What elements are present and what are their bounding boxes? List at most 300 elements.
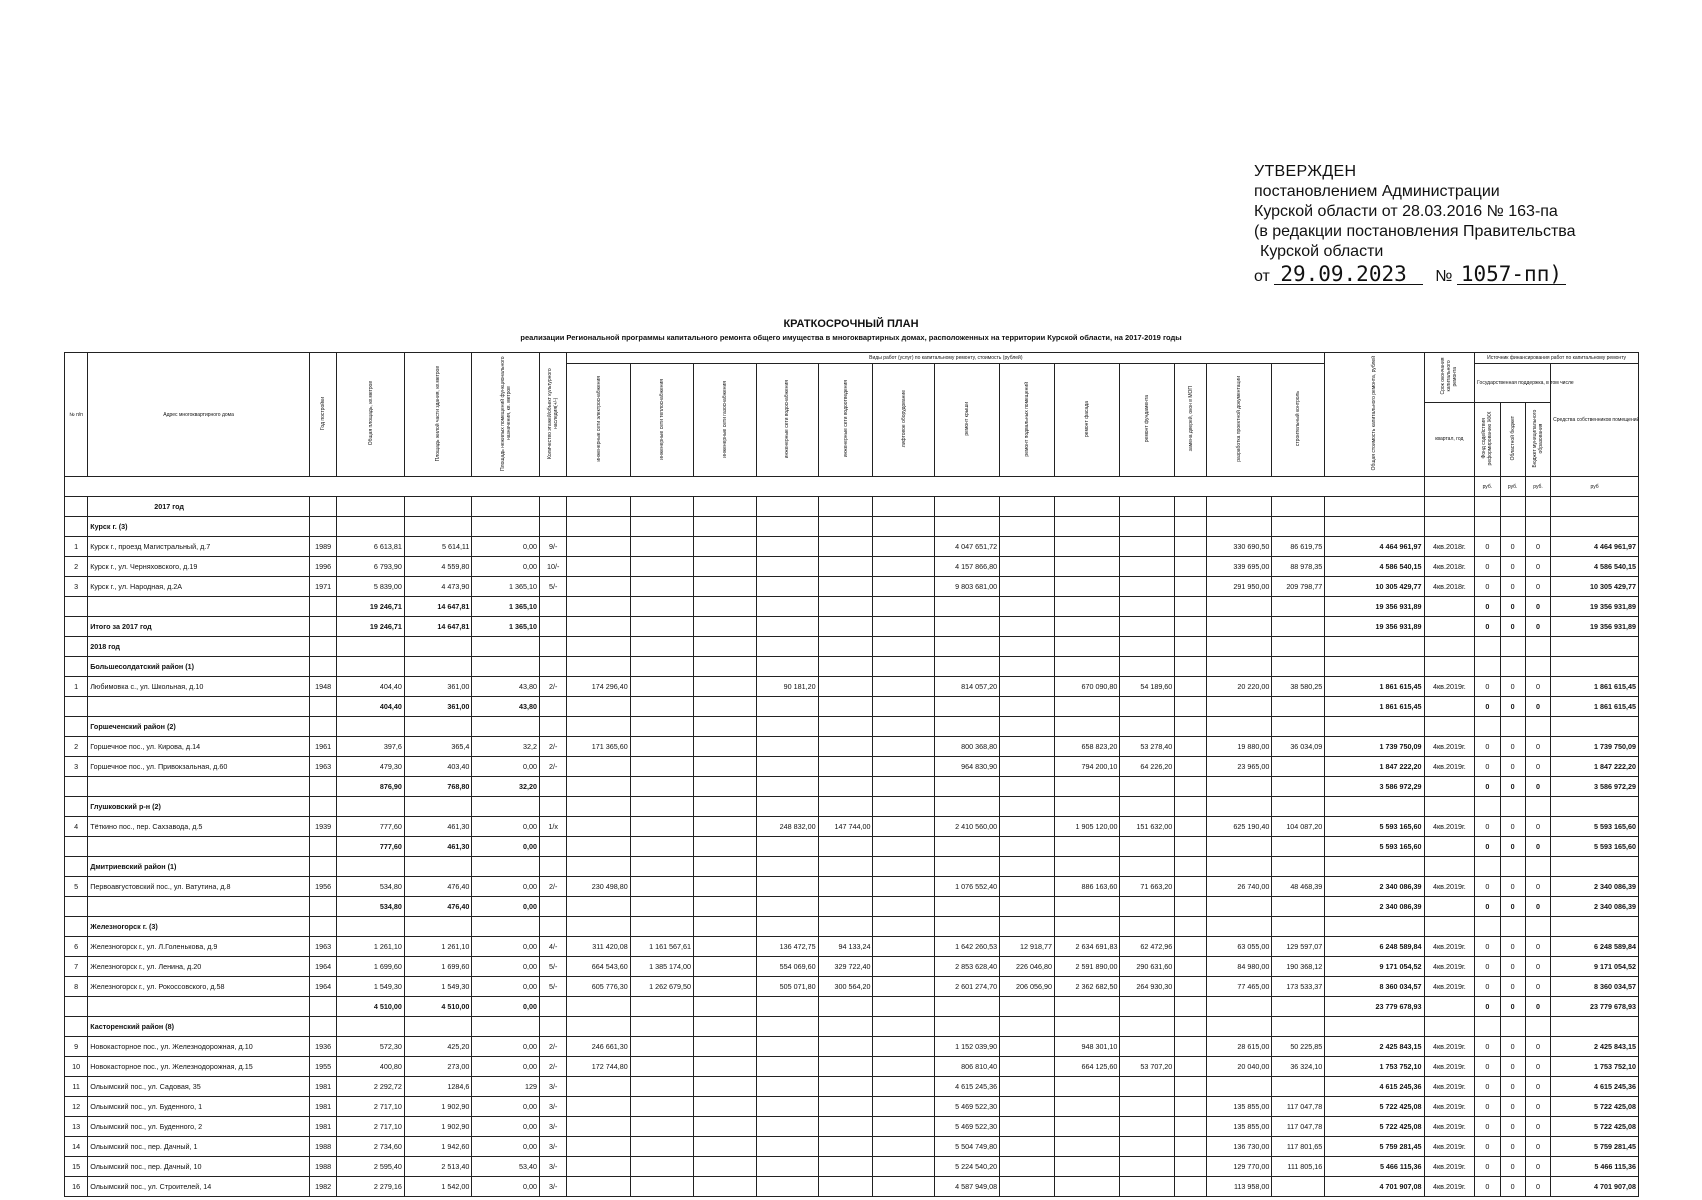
cell-a1: 2 717,10 — [337, 1097, 405, 1117]
cell-addr: Ольымский пос., пер. Дачный, 1 — [88, 1137, 310, 1157]
cell-s1: 0 — [1475, 1157, 1500, 1177]
cell-w7 — [934, 497, 999, 517]
cell-w1 — [567, 897, 630, 917]
cell-w2 — [630, 1177, 693, 1197]
cell-addr — [88, 697, 310, 717]
cell-w13: 86 619,75 — [1272, 537, 1325, 557]
cell-w13 — [1272, 617, 1325, 637]
cell-s1: 0 — [1475, 937, 1500, 957]
cell-s4: 23 779 678,93 — [1551, 997, 1639, 1017]
cell-w2 — [630, 1097, 693, 1117]
cell-s2 — [1500, 637, 1525, 657]
cell-a2: 1 942,60 — [404, 1137, 472, 1157]
cell-w7 — [934, 1017, 999, 1037]
cell-n — [65, 797, 88, 817]
cell-a1: 534,80 — [337, 877, 405, 897]
cell-s4: 8 360 034,57 — [1551, 977, 1639, 997]
cell-w4 — [757, 1117, 818, 1137]
cell-w6 — [873, 837, 934, 857]
cell-addr: Новокасторное пос., ул. Железнодорожная, д.10 — [88, 1037, 310, 1057]
cell-w6 — [873, 1177, 934, 1197]
cell-w3 — [694, 1177, 757, 1197]
th-total-area: Общая площадь, кв.метров — [337, 353, 405, 477]
cell-a2: 1 902,90 — [404, 1097, 472, 1117]
cell-w10 — [1120, 637, 1175, 657]
cell-w6 — [873, 877, 934, 897]
cell-a1: 2 279,16 — [337, 1177, 405, 1197]
approval-line-5: Курской области — [1260, 243, 1384, 260]
cell-s4: 4 701 907,08 — [1551, 1177, 1639, 1197]
table-row — [65, 557, 1639, 577]
cell-w4 — [757, 1137, 818, 1157]
cell-w9 — [1055, 1157, 1120, 1177]
cell-w1 — [567, 1157, 630, 1177]
cell-w4 — [757, 877, 818, 897]
cell-w13 — [1272, 597, 1325, 617]
cell-n: 8 — [65, 977, 88, 997]
table-row — [65, 897, 1639, 917]
cell-a2: 365,4 — [404, 737, 472, 757]
cell-w4 — [757, 857, 818, 877]
cell-w6 — [873, 1137, 934, 1157]
cell-w3 — [694, 617, 757, 637]
cell-total: 5 593 165,60 — [1325, 837, 1424, 857]
cell-a1: 2 595,40 — [337, 1157, 405, 1177]
cell-dl — [1424, 497, 1475, 517]
cell-w4 — [757, 1157, 818, 1177]
cell-n: 3 — [65, 577, 88, 597]
cell-w13 — [1272, 497, 1325, 517]
cell-s4: 4 615 245,36 — [1551, 1077, 1639, 1097]
cell-s2: 0 — [1500, 617, 1525, 637]
cell-a3: 0,00 — [472, 997, 540, 1017]
cell-w4 — [757, 1077, 818, 1097]
cell-w13 — [1272, 797, 1325, 817]
approval-stamp — [1254, 162, 1654, 287]
cell-a1: 2 717,10 — [337, 1117, 405, 1137]
cell-w11 — [1175, 697, 1207, 717]
cell-w2 — [630, 717, 693, 737]
cell-s4: 10 305 429,77 — [1551, 577, 1639, 597]
cell-a3: 32,2 — [472, 737, 540, 757]
table-row — [65, 977, 1639, 997]
cell-w12: 23 965,00 — [1206, 757, 1271, 777]
cell-s3: 0 — [1525, 837, 1550, 857]
cell-w10 — [1120, 1117, 1175, 1137]
cell-s2: 0 — [1500, 817, 1525, 837]
cell-w11 — [1175, 937, 1207, 957]
cell-s4: 1 861 615,45 — [1551, 697, 1639, 717]
cell-w5 — [818, 917, 873, 937]
cell-a2: 461,30 — [404, 837, 472, 857]
cell-a1 — [337, 797, 405, 817]
th-s2: Областной бюджет — [1500, 402, 1525, 476]
cell-yr — [309, 597, 336, 617]
cell-n: 14 — [65, 1137, 88, 1157]
cell-a2: 461,30 — [404, 817, 472, 837]
cell-w9 — [1055, 1097, 1120, 1117]
cell-dl: 4кв.2019г. — [1424, 757, 1475, 777]
cell-w2 — [630, 877, 693, 897]
cell-s3: 0 — [1525, 997, 1550, 1017]
cell-w4 — [757, 797, 818, 817]
cell-w2 — [630, 997, 693, 1017]
cell-n: 1 — [65, 537, 88, 557]
table-row — [65, 817, 1639, 837]
cell-addr: Тёткино пос., пер. Сахзавода, д.5 — [88, 817, 310, 837]
cell-w13 — [1272, 1177, 1325, 1197]
cell-w9: 886 163,60 — [1055, 877, 1120, 897]
cell-w1 — [567, 997, 630, 1017]
cell-w10 — [1120, 537, 1175, 557]
cell-s4 — [1551, 717, 1639, 737]
cell-w12 — [1206, 497, 1271, 517]
cell-w3 — [694, 557, 757, 577]
cell-a2: 1 261,10 — [404, 937, 472, 957]
cell-w2 — [630, 577, 693, 597]
cell-w13: 111 805,16 — [1272, 1157, 1325, 1177]
cell-total — [1325, 797, 1424, 817]
cell-dl — [1424, 777, 1475, 797]
cell-w11 — [1175, 537, 1207, 557]
cell-total: 5 466 115,36 — [1325, 1157, 1424, 1177]
cell-yr: 1961 — [309, 737, 336, 757]
cell-yr: 1956 — [309, 877, 336, 897]
cell-w4 — [757, 617, 818, 637]
th-w10: ремонт фундамента — [1120, 364, 1175, 477]
table-row — [65, 1137, 1639, 1157]
th-living-area: Площадь жилой части здания, кв.метров — [404, 353, 472, 477]
cell-a1: 4 510,00 — [337, 997, 405, 1017]
cell-a3 — [472, 797, 540, 817]
cell-w9: 658 823,20 — [1055, 737, 1120, 757]
cell-w2 — [630, 517, 693, 537]
cell-fl — [539, 777, 566, 797]
cell-fl — [539, 717, 566, 737]
plan-table — [64, 352, 1639, 1197]
cell-s3: 0 — [1525, 557, 1550, 577]
cell-w12: 135 855,00 — [1206, 1117, 1271, 1137]
approval-number-line — [1254, 264, 1654, 287]
cell-s4 — [1551, 917, 1639, 937]
cell-w8 — [1000, 1117, 1055, 1137]
cell-w2 — [630, 1057, 693, 1077]
cell-a2: 1 699,60 — [404, 957, 472, 977]
cell-total: 6 248 589,84 — [1325, 937, 1424, 957]
cell-s3: 0 — [1525, 1057, 1550, 1077]
cell-w11 — [1175, 637, 1207, 657]
cell-w13 — [1272, 717, 1325, 737]
cell-dl — [1424, 617, 1475, 637]
cell-n: 7 — [65, 957, 88, 977]
cell-total: 5 759 281,45 — [1325, 1137, 1424, 1157]
cell-w8 — [1000, 1017, 1055, 1037]
cell-w10 — [1120, 597, 1175, 617]
cell-w11 — [1175, 917, 1207, 937]
cell-a1 — [337, 637, 405, 657]
cell-w7: 9 803 681,00 — [934, 577, 999, 597]
cell-w3 — [694, 637, 757, 657]
cell-a3 — [472, 497, 540, 517]
table-row — [65, 757, 1639, 777]
cell-a1: 404,40 — [337, 677, 405, 697]
cell-s1 — [1475, 797, 1500, 817]
cell-a1: 1 261,10 — [337, 937, 405, 957]
cell-w7 — [934, 917, 999, 937]
cell-w13 — [1272, 657, 1325, 677]
cell-fl — [539, 857, 566, 877]
cell-s3: 0 — [1525, 677, 1550, 697]
cell-w9 — [1055, 537, 1120, 557]
cell-w3 — [694, 1037, 757, 1057]
cell-w10 — [1120, 777, 1175, 797]
cell-addr — [88, 777, 310, 797]
cell-w13: 129 597,07 — [1272, 937, 1325, 957]
cell-addr: Ольымский пос., ул. Буденного, 2 — [88, 1117, 310, 1137]
cell-w11 — [1175, 1017, 1207, 1037]
cell-w6 — [873, 557, 934, 577]
th-w9: ремонт фасада — [1055, 364, 1120, 477]
cell-w3 — [694, 857, 757, 877]
cell-w1 — [567, 777, 630, 797]
cell-w2: 1 385 174,00 — [630, 957, 693, 977]
cell-w11 — [1175, 777, 1207, 797]
cell-n: 3 — [65, 757, 88, 777]
cell-w1 — [567, 757, 630, 777]
cell-w6 — [873, 1077, 934, 1097]
cell-n: 12 — [65, 1097, 88, 1117]
cell-w5 — [818, 777, 873, 797]
cell-w12 — [1206, 697, 1271, 717]
cell-s1: 0 — [1475, 877, 1500, 897]
cell-s1 — [1475, 497, 1500, 517]
cell-w12: 26 740,00 — [1206, 877, 1271, 897]
cell-a2: 14 647,81 — [404, 617, 472, 637]
cell-w3 — [694, 757, 757, 777]
cell-w11 — [1175, 877, 1207, 897]
th-unit-s3: руб. — [1525, 477, 1550, 497]
cell-w3 — [694, 1077, 757, 1097]
cell-w4 — [757, 1037, 818, 1057]
cell-s4: 5 593 165,60 — [1551, 837, 1639, 857]
cell-w8 — [1000, 1177, 1055, 1197]
cell-w5 — [818, 1097, 873, 1117]
cell-w13 — [1272, 897, 1325, 917]
cell-w5 — [818, 697, 873, 717]
cell-w1 — [567, 697, 630, 717]
table-row — [65, 857, 1639, 877]
cell-w9: 664 125,60 — [1055, 1057, 1120, 1077]
cell-s3 — [1525, 517, 1550, 537]
cell-w6 — [873, 617, 934, 637]
cell-s3: 0 — [1525, 757, 1550, 777]
cell-s1 — [1475, 657, 1500, 677]
cell-a1: 876,90 — [337, 777, 405, 797]
cell-w3 — [694, 937, 757, 957]
cell-yr — [309, 657, 336, 677]
table-row — [65, 497, 1639, 517]
cell-s2: 0 — [1500, 977, 1525, 997]
cell-w10 — [1120, 917, 1175, 937]
cell-s4 — [1551, 657, 1639, 677]
cell-w1: 311 420,08 — [567, 937, 630, 957]
cell-total: 1 753 752,10 — [1325, 1057, 1424, 1077]
cell-fl — [539, 897, 566, 917]
th-works-group: Виды работ (услуг) по капитальному ремонту, стоимость (рублей) — [567, 353, 1325, 364]
cell-w8 — [1000, 697, 1055, 717]
cell-w10 — [1120, 837, 1175, 857]
cell-w7: 1 152 039,90 — [934, 1037, 999, 1057]
cell-w12 — [1206, 657, 1271, 677]
cell-w7: 5 469 522,30 — [934, 1117, 999, 1137]
cell-w8 — [1000, 737, 1055, 757]
cell-s3: 0 — [1525, 1137, 1550, 1157]
cell-w1 — [567, 597, 630, 617]
table-row — [65, 537, 1639, 557]
cell-w11 — [1175, 797, 1207, 817]
cell-w10: 53 278,40 — [1120, 737, 1175, 757]
cell-w9 — [1055, 857, 1120, 877]
cell-addr: Глушковский р-н (2) — [88, 797, 310, 817]
cell-fl: 2/- — [539, 1037, 566, 1057]
cell-n: 11 — [65, 1077, 88, 1097]
cell-a2: 1284,6 — [404, 1077, 472, 1097]
cell-w6 — [873, 817, 934, 837]
cell-w5 — [818, 857, 873, 877]
cell-w5 — [818, 517, 873, 537]
cell-w2 — [630, 537, 693, 557]
th-total-cost: Общая стоимость капитального ремонта, рублей — [1325, 353, 1424, 477]
cell-a3: 0,00 — [472, 1097, 540, 1117]
cell-w2 — [630, 1077, 693, 1097]
cell-w9: 2 362 682,50 — [1055, 977, 1120, 997]
cell-w13: 190 368,12 — [1272, 957, 1325, 977]
cell-w5 — [818, 1017, 873, 1037]
cell-fl: 1/x — [539, 817, 566, 837]
cell-s4 — [1551, 1017, 1639, 1037]
cell-a1: 1 549,30 — [337, 977, 405, 997]
cell-w12: 84 980,00 — [1206, 957, 1271, 977]
cell-s2: 0 — [1500, 957, 1525, 977]
cell-w12 — [1206, 517, 1271, 537]
cell-fl: 10/- — [539, 557, 566, 577]
cell-w2 — [630, 1017, 693, 1037]
th-units-deadline — [1424, 477, 1475, 497]
cell-n — [65, 497, 88, 517]
cell-w13 — [1272, 637, 1325, 657]
cell-addr: Любимовка с., ул. Школьная, д.10 — [88, 677, 310, 697]
cell-a1: 5 839,00 — [337, 577, 405, 597]
cell-n — [65, 617, 88, 637]
cell-total: 4 586 540,15 — [1325, 557, 1424, 577]
cell-w11 — [1175, 857, 1207, 877]
cell-total — [1325, 1017, 1424, 1037]
cell-total: 3 586 972,29 — [1325, 777, 1424, 797]
table-row — [65, 1017, 1639, 1037]
cell-a3: 0,00 — [472, 837, 540, 857]
cell-a2: 273,00 — [404, 1057, 472, 1077]
cell-s2: 0 — [1500, 897, 1525, 917]
cell-a1: 404,40 — [337, 697, 405, 717]
cell-w11 — [1175, 557, 1207, 577]
cell-w6 — [873, 517, 934, 537]
cell-s1: 0 — [1475, 1117, 1500, 1137]
cell-a3: 32,20 — [472, 777, 540, 797]
cell-w6 — [873, 957, 934, 977]
cell-w7: 800 368,80 — [934, 737, 999, 757]
cell-a2 — [404, 657, 472, 677]
cell-w12 — [1206, 917, 1271, 937]
cell-s3: 0 — [1525, 597, 1550, 617]
cell-dl — [1424, 637, 1475, 657]
cell-w8 — [1000, 1037, 1055, 1057]
cell-a1: 400,80 — [337, 1057, 405, 1077]
cell-w2 — [630, 817, 693, 837]
cell-s3: 0 — [1525, 877, 1550, 897]
cell-w8 — [1000, 677, 1055, 697]
cell-a2: 4 559,80 — [404, 557, 472, 577]
cell-w7: 2 853 628,40 — [934, 957, 999, 977]
cell-w8 — [1000, 817, 1055, 837]
cell-total: 2 340 086,39 — [1325, 877, 1424, 897]
cell-addr: 2017 год — [88, 497, 310, 517]
cell-w7: 4 615 245,36 — [934, 1077, 999, 1097]
cell-s1: 0 — [1475, 577, 1500, 597]
cell-dl — [1424, 597, 1475, 617]
cell-w5 — [818, 537, 873, 557]
cell-w8 — [1000, 777, 1055, 797]
cell-w6 — [873, 637, 934, 657]
cell-w8 — [1000, 877, 1055, 897]
table-row — [65, 777, 1639, 797]
cell-w9: 948 301,10 — [1055, 1037, 1120, 1057]
cell-w8 — [1000, 997, 1055, 1017]
table-row — [65, 577, 1639, 597]
cell-a1: 1 699,60 — [337, 957, 405, 977]
table-row — [65, 797, 1639, 817]
cell-w7: 2 410 560,00 — [934, 817, 999, 837]
cell-w12 — [1206, 777, 1271, 797]
cell-w5 — [818, 677, 873, 697]
cell-n — [65, 517, 88, 537]
cell-fl: 2/- — [539, 737, 566, 757]
cell-a3: 129 — [472, 1077, 540, 1097]
cell-dl: 4кв.2019г. — [1424, 1117, 1475, 1137]
cell-w11 — [1175, 977, 1207, 997]
cell-s1: 0 — [1475, 1037, 1500, 1057]
cell-total: 1 739 750,09 — [1325, 737, 1424, 757]
cell-w10 — [1120, 657, 1175, 677]
cell-w11 — [1175, 817, 1207, 837]
table-row — [65, 1037, 1639, 1057]
cell-total: 4 701 907,08 — [1325, 1177, 1424, 1197]
cell-w11 — [1175, 957, 1207, 977]
cell-w4 — [757, 577, 818, 597]
cell-w10 — [1120, 1157, 1175, 1177]
cell-dl — [1424, 1017, 1475, 1037]
cell-addr: Горшечное пос., ул. Привокзальная, д.60 — [88, 757, 310, 777]
cell-a3: 0,00 — [472, 1177, 540, 1197]
cell-n: 5 — [65, 877, 88, 897]
cell-a2: 425,20 — [404, 1037, 472, 1057]
cell-w4 — [757, 597, 818, 617]
cell-w6 — [873, 1017, 934, 1037]
cell-n: 6 — [65, 937, 88, 957]
cell-w12 — [1206, 857, 1271, 877]
cell-w12: 28 615,00 — [1206, 1037, 1271, 1057]
cell-n — [65, 997, 88, 1017]
cell-w3 — [694, 737, 757, 757]
